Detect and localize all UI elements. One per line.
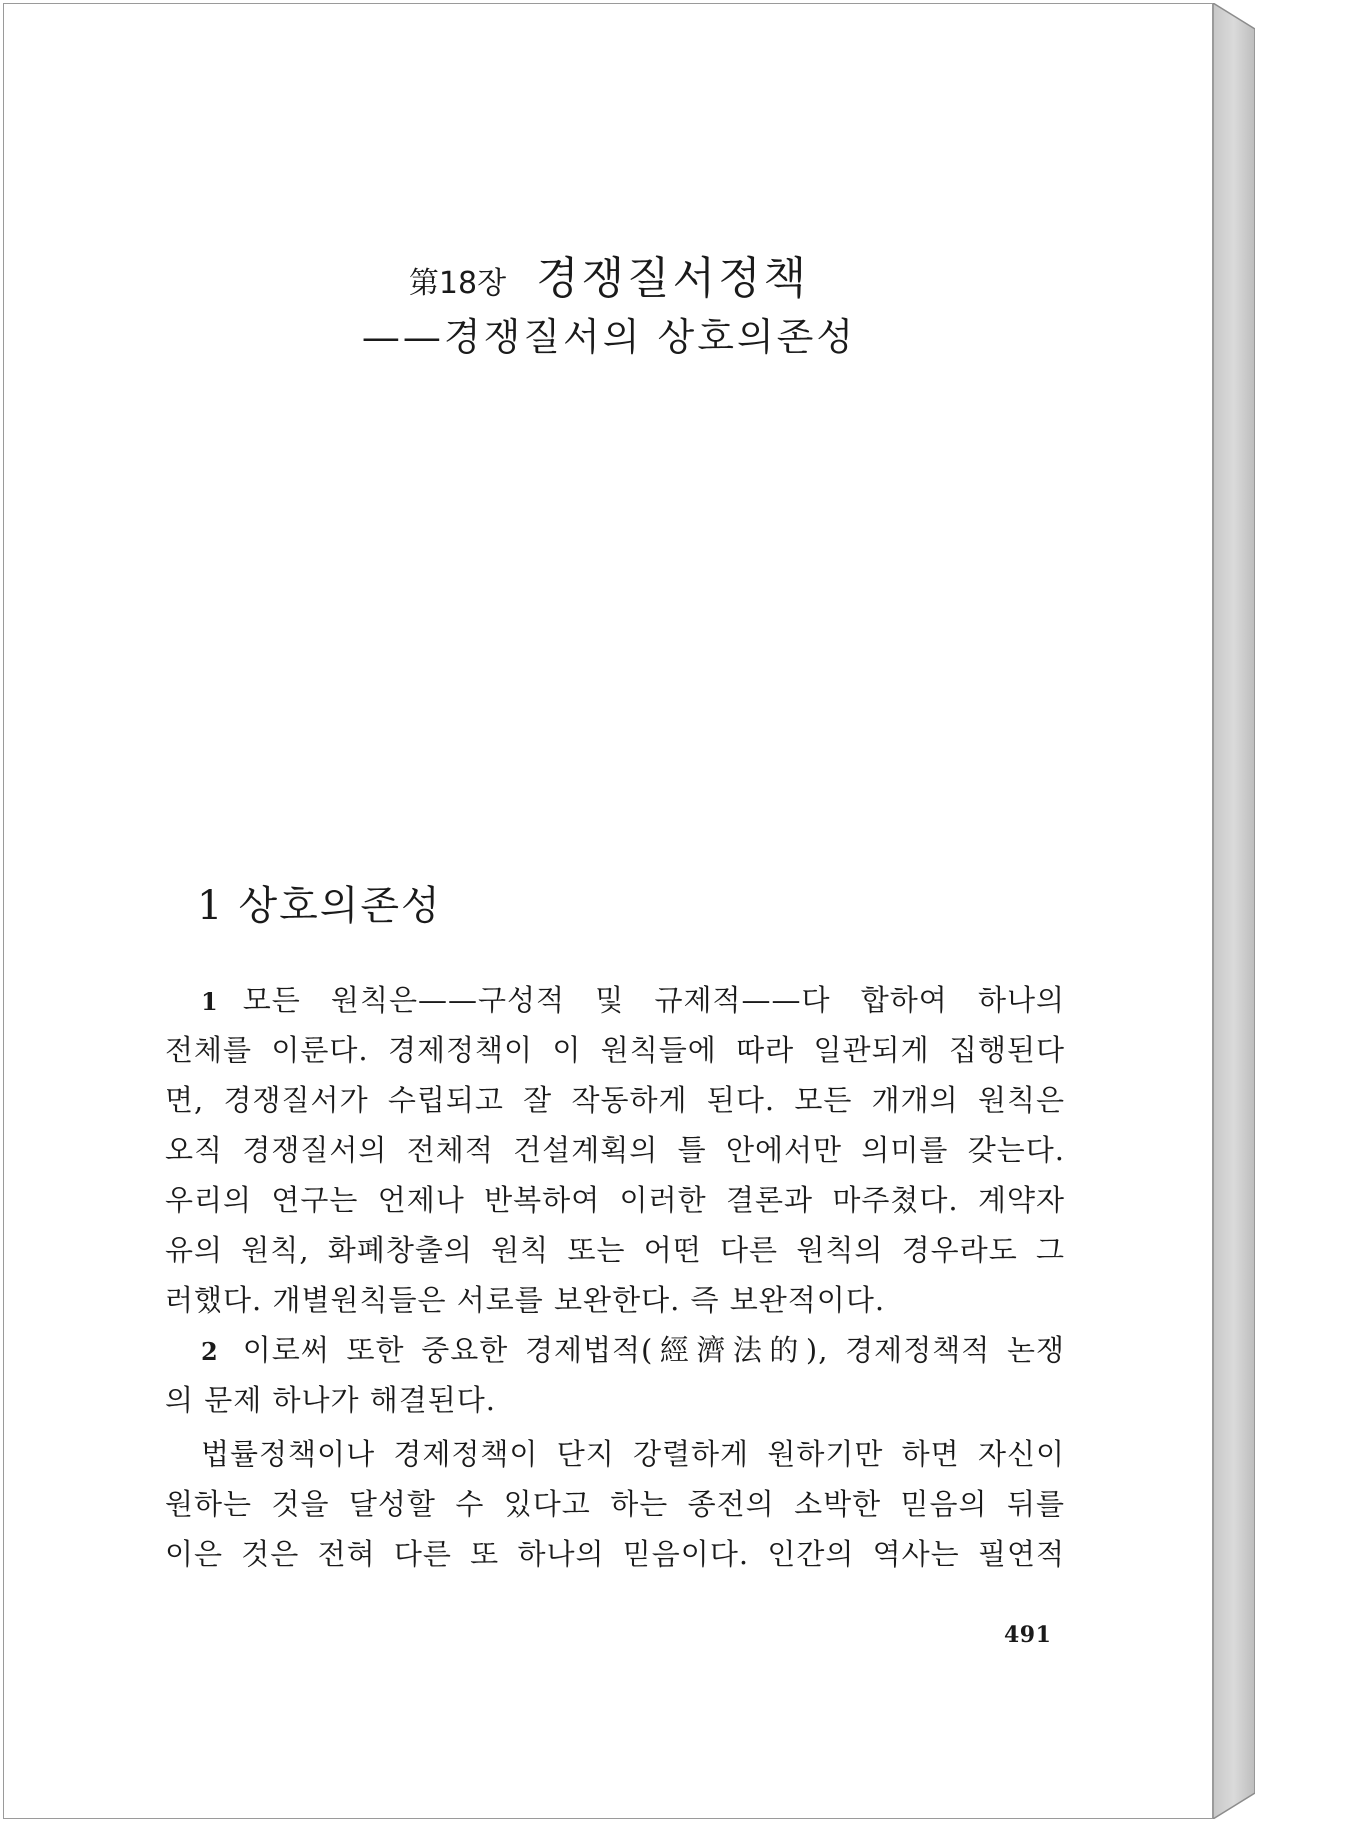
paragraph-1-line-3: 면, 경쟁질서가 수립되고 잘 작동하게 된다. 모든 개개의 원칙은 (165, 1083, 1065, 1117)
line-text: 이로써 또한 중요한 경제법적(經濟法的), 경제정책적 논쟁 (242, 1333, 1065, 1367)
section-heading (197, 874, 442, 931)
paragraph-1-line-6: 유의 원칙, 화폐창출의 원칙 또는 어떤 다른 원칙의 경우라도 그 (165, 1233, 1065, 1267)
paragraph-2-line-2: 의 문제 하나가 해결된다. (165, 1383, 497, 1417)
chapter-title: 경쟁질서정책 (536, 253, 810, 304)
line-text: 모든 원칙은——구성적 및 규제적——다 합하여 하나의 (242, 983, 1065, 1017)
paragraph-1-line-7: 러했다. 개별원칙들은 서로를 보완한다. 즉 보완적이다. (165, 1283, 886, 1317)
book-page (3, 3, 1213, 1819)
paragraph-1-line-2: 전체를 이룬다. 경제정책이 이 원칙들에 따라 일관되게 집행된다 (165, 1033, 1065, 1067)
paragraph-3-line-1 (165, 1434, 1065, 1474)
paragraph-1-line-1 (165, 980, 1065, 1022)
paragraph-number: 2 (201, 1337, 219, 1366)
paragraph-1-line-5: 우리의 연구는 언제나 반복하여 이러한 결론과 마주쳤다. 계약자 (165, 1183, 1065, 1217)
chapter-number: 第18장 (408, 266, 507, 301)
paragraph-3-line-2: 원하는 것을 달성할 수 있다고 하는 종전의 소박한 믿음의 뒤를 (165, 1487, 1065, 1521)
paragraph-2-line-1 (165, 1330, 1065, 1372)
paragraph-number: 1 (201, 987, 219, 1016)
section-title: 상호의존성 (238, 883, 442, 929)
paragraph-3-line-3: 이은 것은 전혀 다른 또 하나의 믿음이다. 인간의 역사는 필연적 (165, 1537, 1065, 1571)
line-text: 법률정책이나 경제정책이 단지 강렬하게 원하기만 하면 자신이 (201, 1437, 1065, 1471)
paragraph-1-line-4: 오직 경쟁질서의 전체적 건설계획의 틀 안에서만 의미를 갖는다. (165, 1133, 1065, 1167)
chapter-subtitle: ——경쟁질서의 상호의존성 (361, 315, 857, 359)
page-edge-shadow (1213, 3, 1255, 1819)
section-number: 1 (197, 883, 225, 929)
chapter-heading (4, 242, 1214, 306)
page-number: 491 (1004, 1622, 1052, 1648)
